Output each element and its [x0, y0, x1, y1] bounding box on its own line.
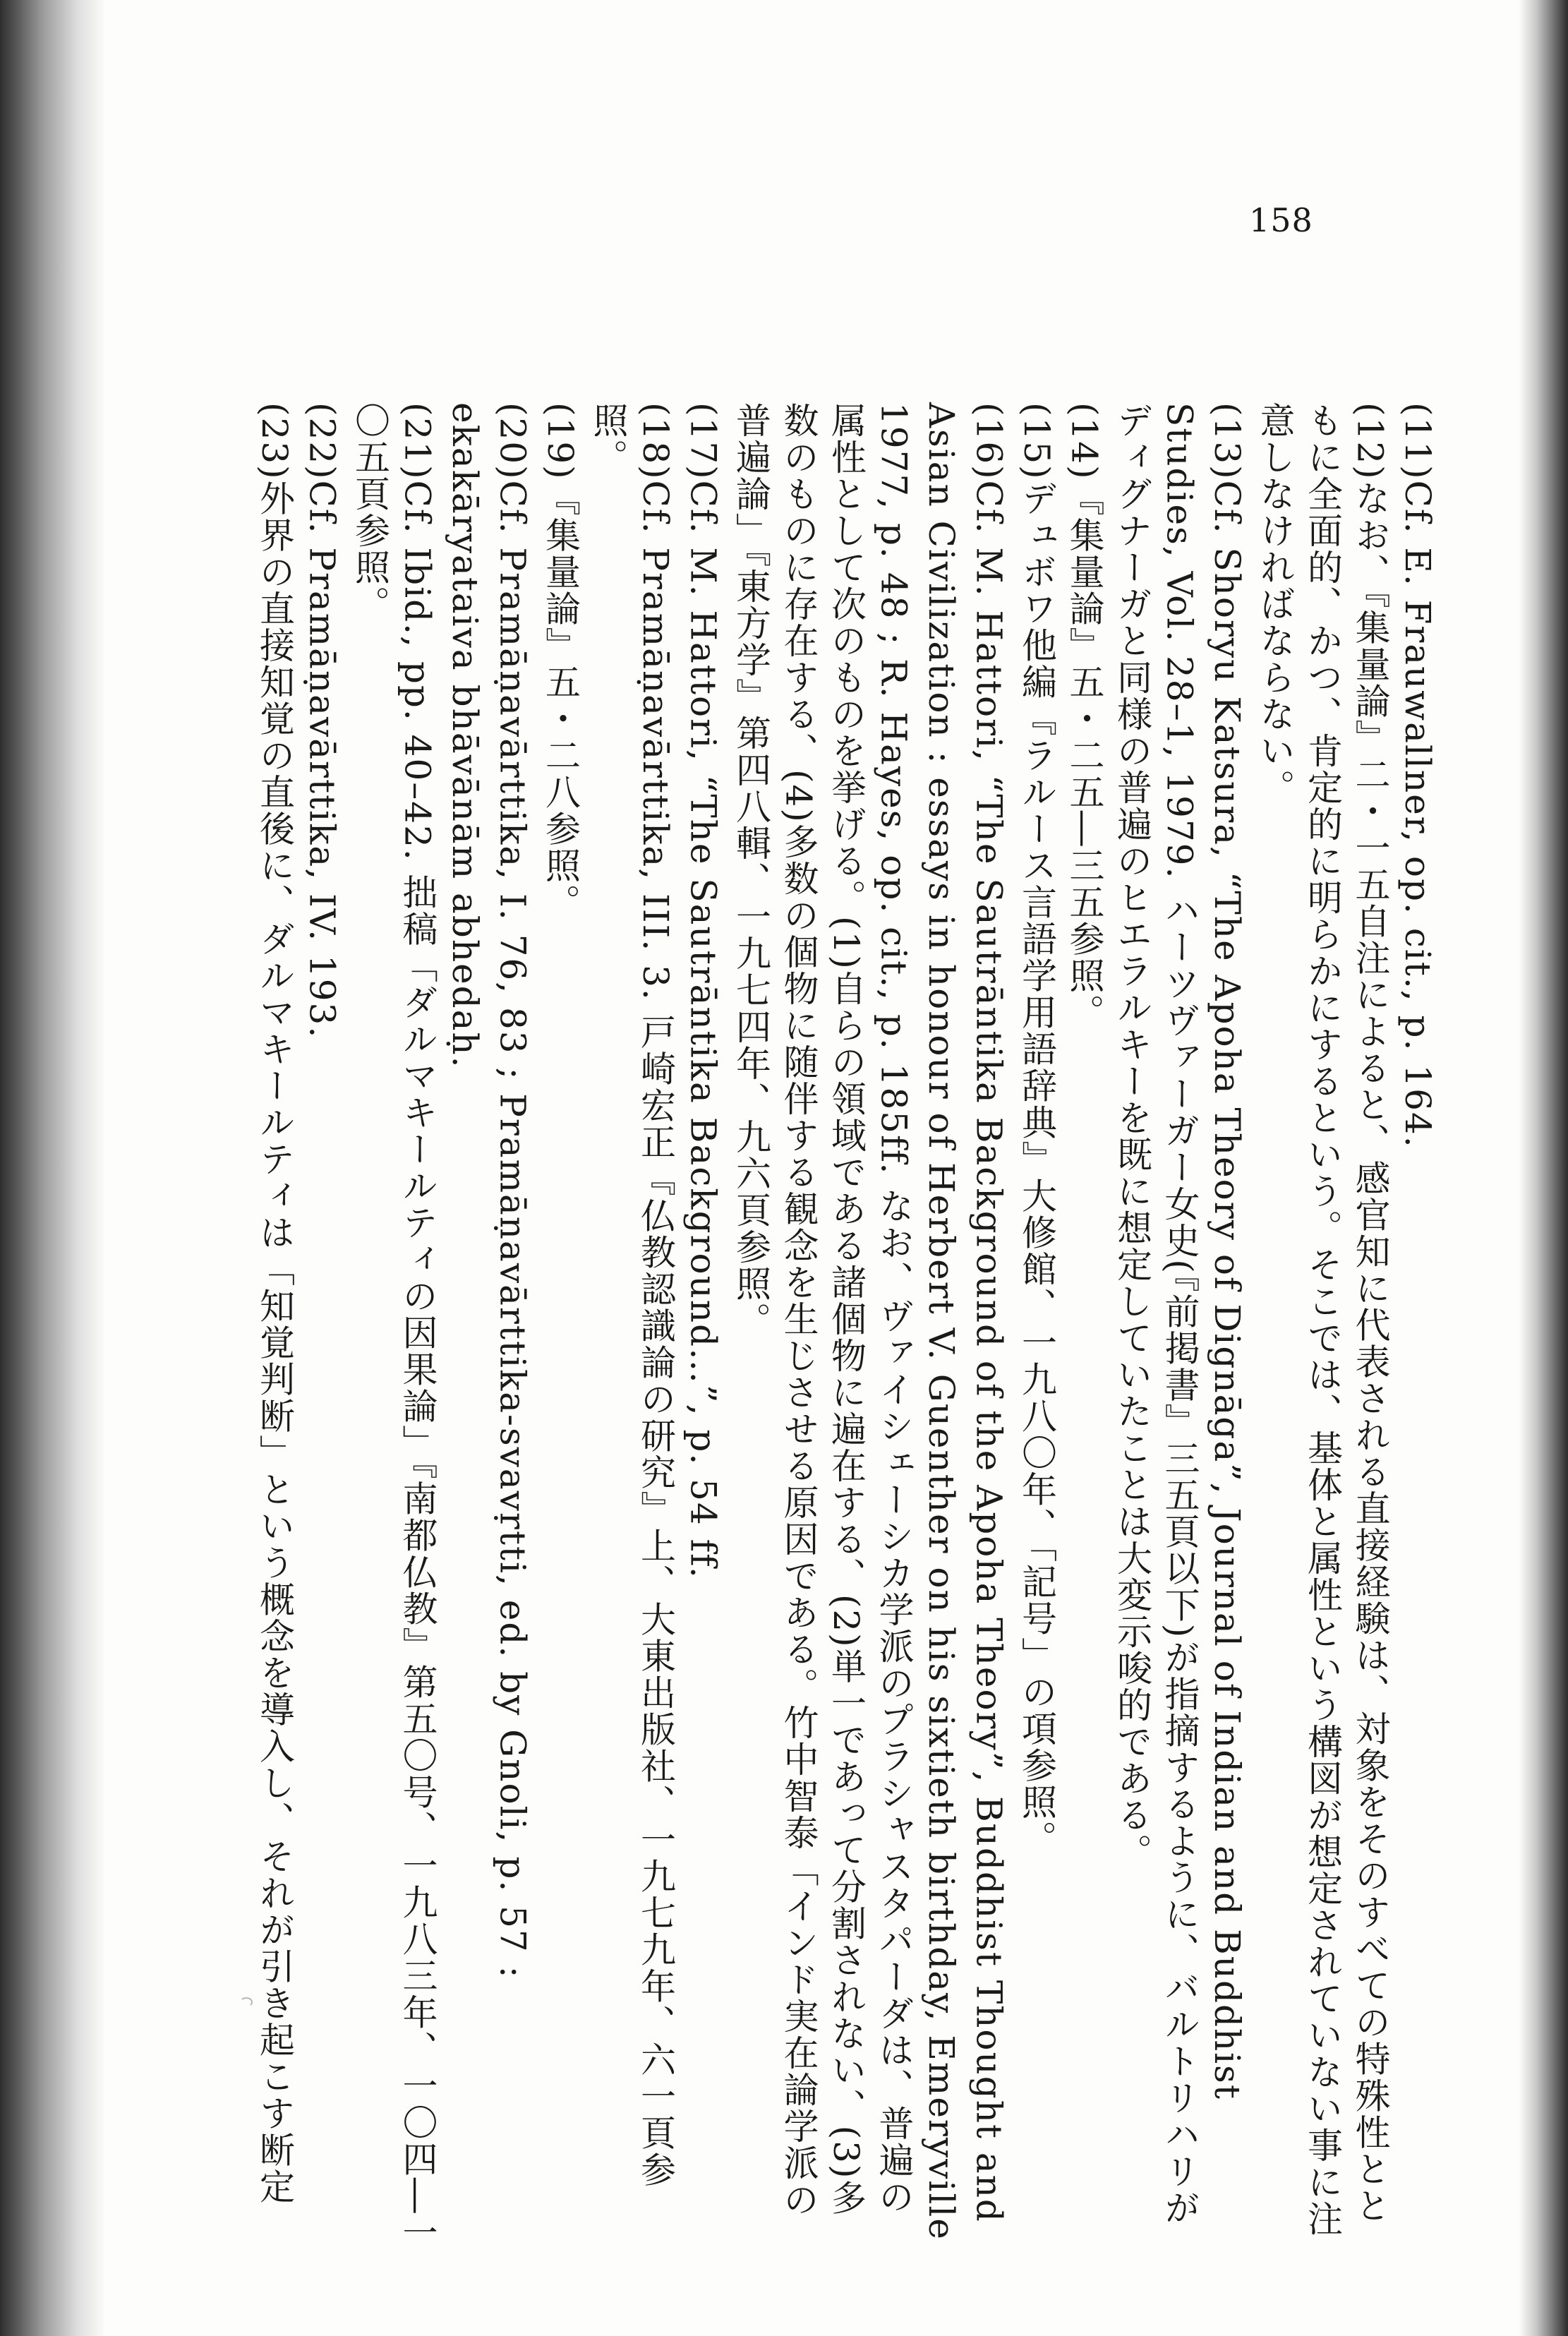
note-text: 『集量論』五・二八参照。 — [540, 480, 581, 921]
note-number: (20) — [492, 402, 533, 481]
note-15 — [1013, 402, 1061, 2251]
note-text: 『集量論』五・二五―三五参照。 — [1063, 480, 1105, 1031]
note-number: (13) — [1207, 402, 1248, 481]
note-21 — [346, 402, 441, 2251]
note-16 — [727, 402, 1013, 2251]
page-number: 158 — [1249, 201, 1313, 239]
note-number: (15) — [1016, 402, 1057, 481]
note-text: デュボワ他編『ラルース言語学用語辞典』大修館、一九八〇年、「記号」の項参照。 — [1016, 480, 1057, 1858]
note-text: Cf. M. Hattori, “The Sautrāntika Background…”, p. 54 ff. — [682, 480, 724, 1579]
note-number: (21) — [397, 402, 438, 481]
note-text: Cf. E. Frauwallner, op. cit., p. 164. — [1397, 480, 1438, 1149]
note-text: なお、『集量論』二・一五自注によると、感官知に代表される直接経験は、対象をそのすべての特殊性とともに全面的、かつ、肯定的に明らかにするという。そこでは、基体と属性という構図が想定されていない事に注意しなければならない。 — [1254, 402, 1391, 2237]
note-number: (11) — [1397, 402, 1438, 481]
note-22 — [298, 402, 346, 2251]
note-text: Cf. Ibid., pp. 40–42. 拙稿「ダルマキールティの因果論」『南都仏教』第五〇号、一九八三年、一〇四―一〇五頁参照。 — [349, 402, 438, 2251]
endnotes — [251, 402, 1442, 2251]
note-text: 外界の直接知覚の直後に、ダルマキールティは「知覚判断」という概念を導入し、それが引き起こす断定 — [254, 480, 295, 2205]
note-text: Cf. Pramāṇavārttika, III. 3. 戸崎宏正『仏教認識論の研究』上、大東出版社、一九七九年、六一頁参照。 — [587, 402, 676, 2189]
note-text: Cf. Pramāṇavārttika, IV. 193. — [301, 480, 343, 1040]
note-14 — [1060, 402, 1108, 2251]
note-11 — [1394, 402, 1442, 2251]
note-number: (14) — [1063, 402, 1105, 481]
scan-shadow-left — [0, 0, 106, 2336]
note-12 — [1250, 402, 1394, 2251]
note-number: (19) — [540, 402, 581, 481]
scan-shadow-right — [1519, 0, 1568, 2336]
note-number: (22) — [301, 402, 343, 481]
note-17 — [679, 402, 727, 2251]
scan-mark — [240, 1997, 253, 2007]
note-number: (18) — [635, 402, 676, 481]
note-20 — [441, 402, 536, 2251]
note-text: Cf. M. Hattori, “The Sautrāntika Background of the Apoha Theory”, Buddhist Thought and Asian Civilization : essays in honour of Herbert V. Guenther on his sixtieth birthday, Emeryville 1977, p. 48 ; R. Hayes, op. cit., p. 185ff. なお、ヴァイシェーシカ学派のプラシャスタパーダは、普遍の属性として次のものを挙げる。(1)自らの領域である諸個物に遍在する、(2)単一であって分割されない、(3)多数のものに存在する、(4)多数の個物に随伴する観念を生じさせる原因である。竹中智泰「インド実在論学派の普遍論」『東方学』第四八輯、一九七四年、九六頁参照。 — [730, 402, 1010, 2241]
note-19 — [536, 402, 584, 2251]
note-number: (17) — [682, 402, 724, 481]
note-number: (12) — [1349, 402, 1391, 481]
note-23 — [251, 402, 298, 2251]
note-number: (23) — [254, 402, 295, 481]
note-13 — [1108, 402, 1251, 2251]
note-number: (16) — [968, 402, 1010, 481]
note-text: Cf. Shoryu Katsura, “The Apoha Theory of Dignāga”, Journal of Indian and Buddhist Studies, Vol. 28–1, 1979. ハーツヴァーガー女史(『前掲書』三五頁以下)が指摘するように、バルトリハリがディグナーガと同様の普遍のヒエラルキーを既に想定していたことは大変示唆的である。 — [1111, 402, 1248, 2227]
note-text: Cf. Pramāṇavārttika, I. 76, 83 ; Pramāṇavārttika-svavṛtti, ed. by Gnoli, p. 57 : ekakāryataiva bhāvānām abhedaḥ. — [445, 402, 533, 1980]
note-18 — [584, 402, 679, 2251]
